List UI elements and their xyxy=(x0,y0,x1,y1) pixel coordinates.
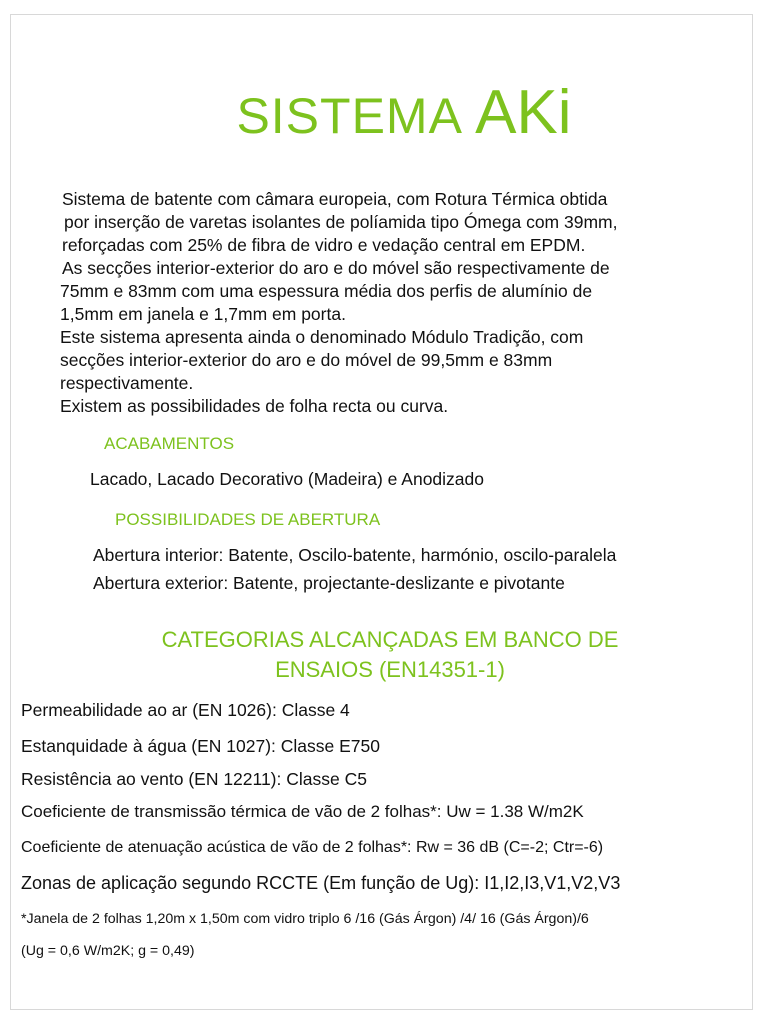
acabamentos-text: Lacado, Lacado Decorativo (Madeira) e Anodizado xyxy=(90,469,484,489)
intro-line: Sistema de batente com câmara europeia, com Rotura Térmica obtida xyxy=(62,189,608,209)
acabamentos-heading: ACABAMENTOS xyxy=(104,434,235,453)
intro-line: 1,5mm em janela e 1,7mm em porta. xyxy=(60,304,346,324)
spec-item: Zonas de aplicação segundo RCCTE (Em função de Ug): I1,I2,I3,V1,V2,V3 xyxy=(21,873,621,893)
spec-item: Coeficiente de transmissão térmica de vão de 2 folhas*: Uw = 1.38 W/m2K xyxy=(21,802,584,821)
document-title xyxy=(0,78,768,147)
title-part2: AKi xyxy=(475,78,572,147)
intro-line: Este sistema apresenta ainda o denominado Módulo Tradição, com xyxy=(60,327,584,347)
footnote-continued: (Ug = 0,6 W/m2K; g = 0,49) xyxy=(21,943,195,959)
categorias-heading-line1: CATEGORIAS ALCANÇADAS EM BANCO DE xyxy=(161,627,619,652)
categorias-heading-line2: ENSAIOS (EN14351-1) xyxy=(275,657,505,682)
abertura-exterior: Abertura exterior: Batente, projectante-deslizante e pivotante xyxy=(93,573,565,593)
categorias-heading xyxy=(60,625,720,685)
spec-item: Estanquidade à água (EN 1027): Classe E750 xyxy=(21,736,380,756)
spec-item: Permeabilidade ao ar (EN 1026): Classe 4 xyxy=(21,700,350,720)
abertura-interior: Abertura interior: Batente, Oscilo-batente, harmónio, oscilo-paralela xyxy=(93,545,617,565)
intro-line: reforçadas com 25% de fibra de vidro e vedação central em EPDM. xyxy=(62,235,586,255)
intro-paragraph xyxy=(60,188,740,418)
intro-line: respectivamente. xyxy=(60,373,194,393)
intro-line: As secções interior-exterior do aro e do móvel são respectivamente de xyxy=(62,258,610,278)
intro-line: secções interior-exterior do aro e do móvel de 99,5mm e 83mm xyxy=(60,350,553,370)
intro-line: por inserção de varetas isolantes de políamida tipo Ómega com 39mm, xyxy=(64,212,618,232)
intro-line: Existem as possibilidades de folha recta ou curva. xyxy=(60,396,449,416)
spec-item: Resistência ao vento (EN 12211): Classe C5 xyxy=(21,769,367,789)
footnote: *Janela de 2 folhas 1,20m x 1,50m com vidro triplo 6 /16 (Gás Árgon) /4/ 16 (Gás Árgon)/6 xyxy=(21,911,589,927)
title-part1: SISTEMA xyxy=(236,88,476,144)
abertura-heading: POSSIBILIDADES DE ABERTURA xyxy=(115,510,381,529)
spec-item: Coeficiente de atenuação acústica de vão de 2 folhas*: Rw = 36 dB (C=-2; Ctr=-6) xyxy=(21,839,604,856)
intro-line: 75mm e 83mm com uma espessura média dos perfis de alumínio de xyxy=(60,281,593,301)
